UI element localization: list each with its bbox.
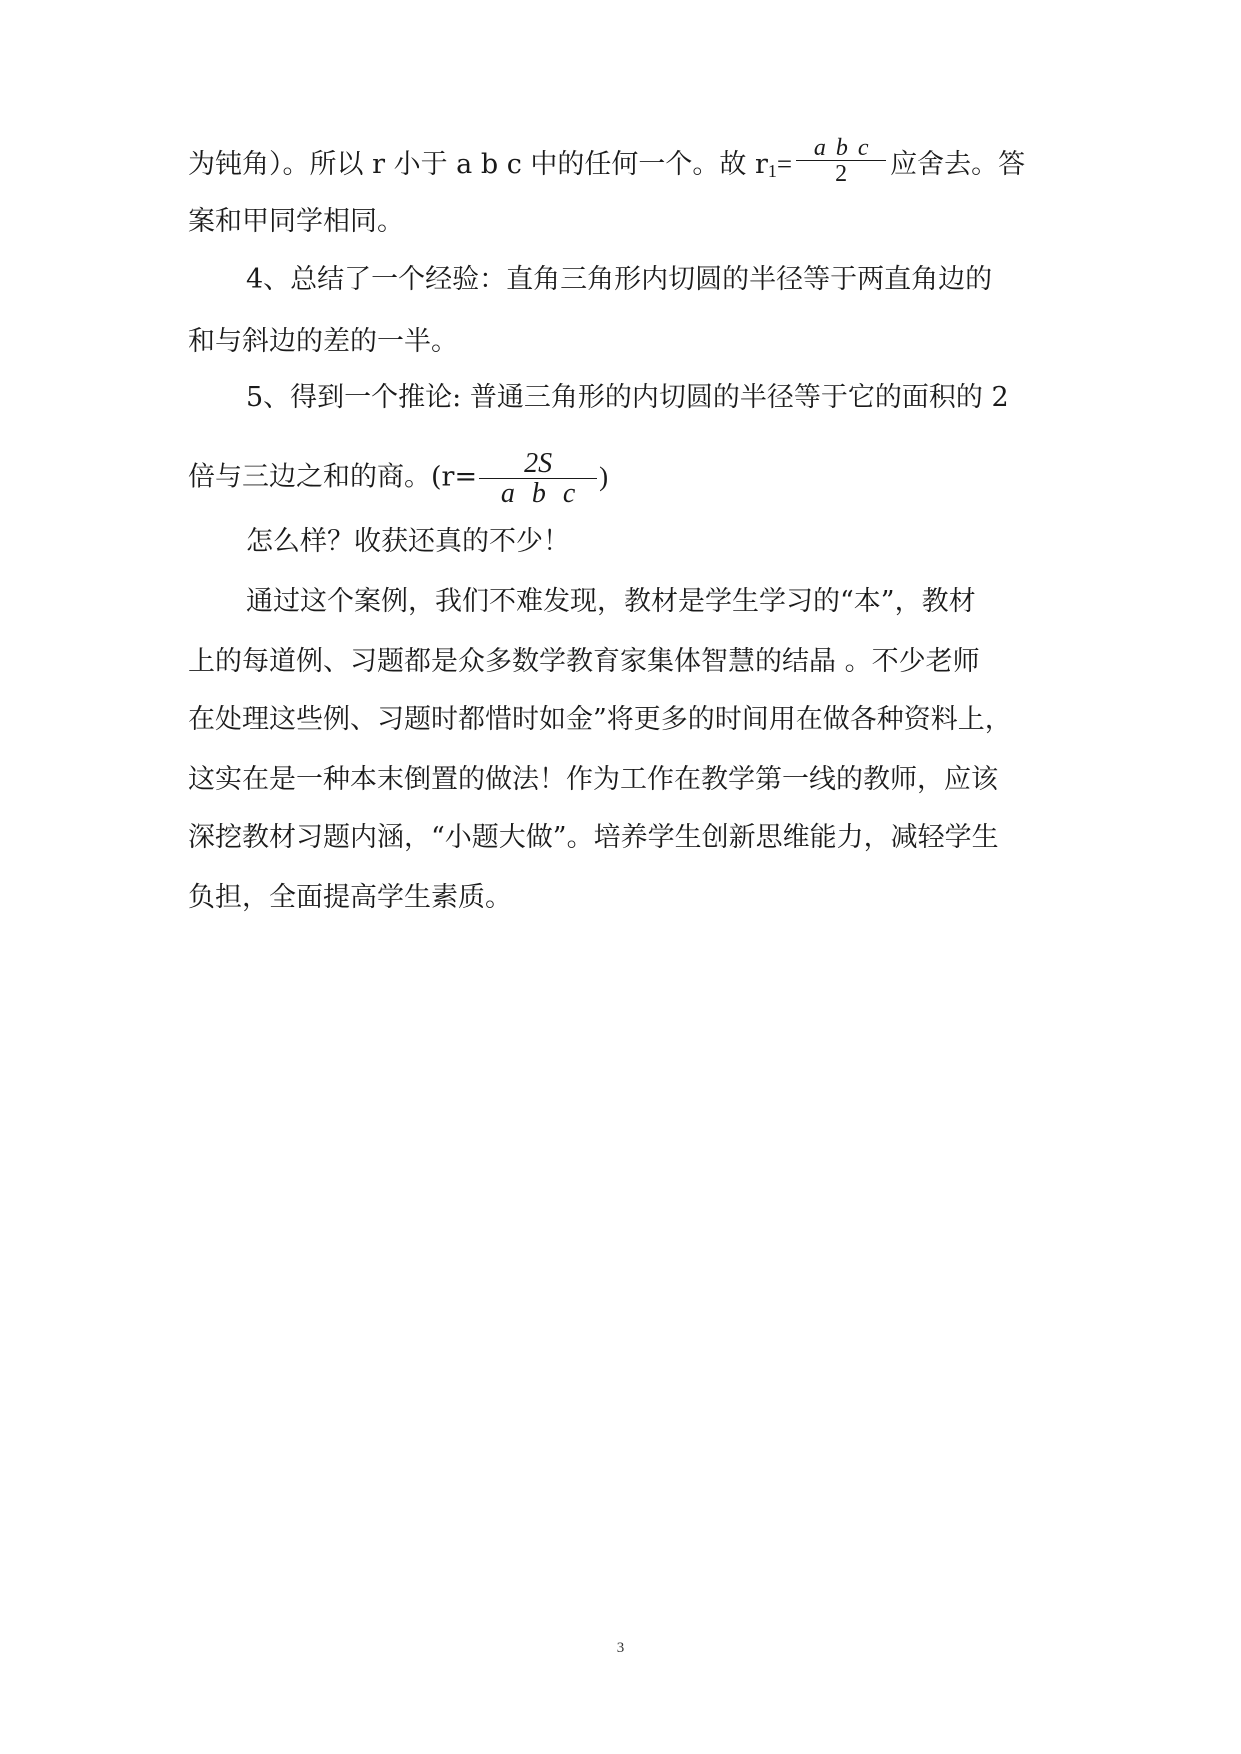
text-segment: 为钝角）。所以 r 小于 a b c 中的任何一个。故 r [188,149,768,181]
closing-paren: ) [599,461,609,492]
fraction-numerator: 2S [479,450,597,479]
paragraph-line-4: 和与斜边的差的一半。 [188,326,458,357]
page-number: 3 [616,1640,625,1656]
paragraph-line-2: 案和甲同学相同。 [188,206,404,237]
fraction-denominator: 2 [835,161,848,187]
fraction-formula [479,450,597,510]
text-segment: 倍与三边之和的商。(r= [188,461,478,493]
text-segment: 应舍去。答 [890,149,1026,181]
paragraph-line-8: 通过这个案例，我们不难发现，教材是学生学习的“本”，教材 [246,586,976,617]
paragraph-line-5: 5、得到一个推论: 普通三角形的内切圆的半径等于它的面积的 2 [246,382,1009,413]
paragraph-line-13: 负担，全面提高学生素质。 [188,882,512,913]
paragraph-line-9: 上的每道例、习题都是众多数学教育家集体智慧的结晶 。不少老师 [188,646,980,677]
paragraph-line-1 [188,135,1058,191]
subscript: 1 [767,161,777,182]
paragraph-line-11: 这实在是一种本末倒置的做法！作为工作在教学第一线的教师，应该 [188,764,998,795]
fraction-denominator: a b c [500,478,576,509]
fraction-numerator: a b c [796,136,886,161]
paragraph-line-10: 在处理这些例、习题时都惜时如金”将更多的时间用在做各种资料上， [188,704,1012,735]
paragraph-line-7: 怎么样？收获还真的不少！ [246,526,570,557]
fraction-formula [796,136,886,187]
paragraph-line-12: 深挖教材习题内涵，“小题大做”。培养学生创新思维能力，减轻学生 [188,822,999,853]
equals-sign: = [776,149,793,180]
paragraph-line-3: 4、总结了一个经验：直角三角形内切圆的半径等于两直角边的 [246,264,993,295]
paragraph-line-6 [188,448,1058,508]
